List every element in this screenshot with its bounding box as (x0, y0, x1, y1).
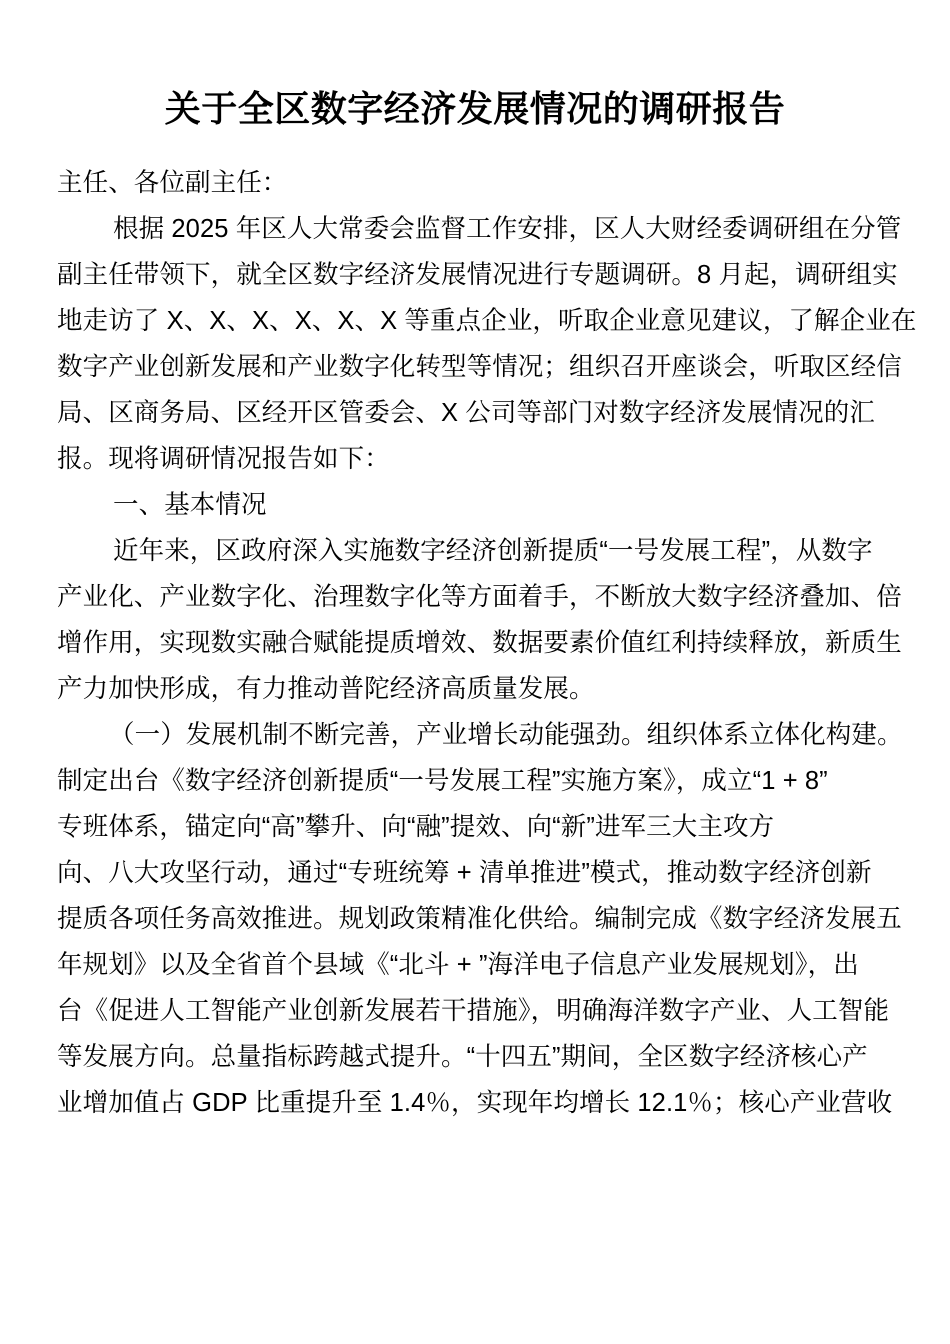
body-line: 等发展方向。总量指标跨越式提升。“十四五”期间，全区数字经济核心产 (57, 1043, 868, 1071)
page-title: 关于全区数字经济发展情况的调研报告 (164, 88, 786, 130)
body-line: 台《促进人工智能产业创新发展若干措施》，明确海洋数字产业、人工智能 (57, 997, 890, 1025)
body-line: 局、区商务局、区经开区管委会、X 公司等部门对数字经济发展情况的汇 (57, 399, 875, 427)
body-line: 向、八大攻坚行动，通过“专班统筹 + 清单推进”模式，推动数字经济创新 (57, 859, 872, 887)
subsection-heading-line: （一）发展机制不断完善，产业增长动能强劲。组织体系立体化构建。 (109, 721, 903, 749)
body-line: 专班体系，锚定向“高”攀升、向“融”提效、向“新”进军三大主攻方 (57, 813, 775, 841)
body-line: 提质各项任务高效推进。规划政策精准化供给。编制完成《数字经济发展五 (57, 905, 902, 933)
body-line: 副主任带领下，就全区数字经济发展情况进行专题调研。8 月起，调研组实 (57, 261, 898, 289)
body-line: 产业化、产业数字化、治理数字化等方面着手，不断放大数字经济叠加、倍 (57, 583, 902, 611)
body-line: 产力加快形成，有力推动普陀经济高质量发展。 (57, 675, 595, 703)
document-body (57, 160, 917, 1126)
salutation-line: 主任、各位副主任： (57, 169, 288, 197)
section-heading-line: 一、基本情况 (113, 491, 267, 519)
body-line: 业增加值占 GDP 比重提升至 1.4％，实现年均增长 12.1％；核心产业营收 (57, 1089, 893, 1117)
body-line: 近年来，区政府深入实施数字经济创新提质“一号发展工程”，从数字 (113, 537, 873, 565)
body-line: 数字产业创新发展和产业数字化转型等情况；组织召开座谈会，听取区经信 (57, 353, 902, 381)
body-line: 报。现将调研情况报告如下： (57, 445, 390, 473)
body-line: 增作用，实现数实融合赋能提质增效、数据要素价值红利持续释放，新质生 (57, 629, 902, 657)
body-line: 年规划》以及全省首个县域《“北斗 + ”海洋电子信息产业发展规划》，出 (57, 951, 859, 979)
body-line: 根据 2025 年区人大常委会监督工作安排，区人大财经委调研组在分管 (113, 215, 902, 243)
body-line: 地走访了 X、X、X、X、X、X 等重点企业，听取企业意见建议，了解企业在 (57, 307, 917, 335)
body-line: 制定出台《数字经济创新提质“一号发展工程”实施方案》，成立“1 + 8” (57, 767, 828, 795)
